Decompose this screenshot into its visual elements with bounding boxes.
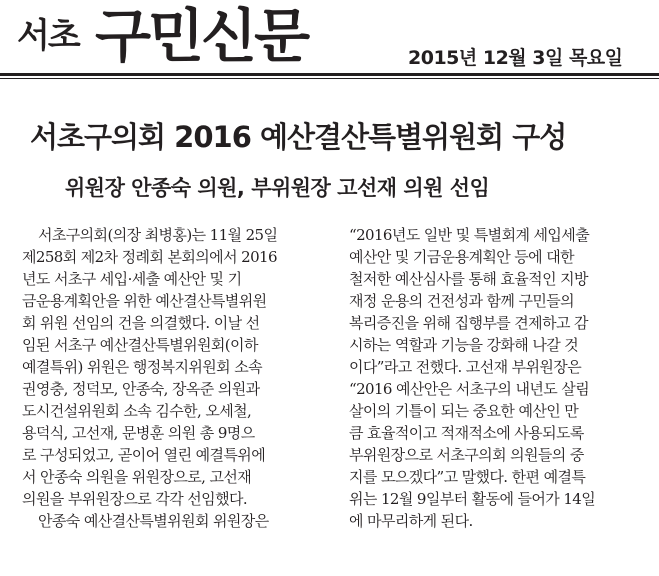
body-line: 제258회 제2차 정례회 본회의에서 2016 bbox=[22, 248, 277, 266]
body-line: 임된 서초구 예산결산특별위원회(이하 bbox=[22, 336, 258, 354]
body-line: 금운용계획안을 위한 예산결산특별위원 bbox=[22, 292, 267, 310]
body-line: 부위원장으로 서초구의회 의원들의 중 bbox=[349, 446, 584, 464]
article-column-right bbox=[349, 224, 634, 532]
article-headline: 서초구의회 2016 예산결산특별위원회 구성 bbox=[30, 120, 567, 154]
body-line: 예산안 및 기금운용계획안 등에 대한 bbox=[349, 248, 575, 266]
masthead-region: 서초 bbox=[17, 16, 79, 56]
body-line: 살이의 기틀이 되는 중요한 예산인 만 bbox=[349, 402, 579, 420]
body-line: 의원을 부위원장으로 각각 선임했다. bbox=[22, 490, 248, 508]
body-line: 서 안종숙 의원을 위원장으로, 고선재 bbox=[22, 468, 252, 486]
body-line: 용덕식, 고선재, 문병훈 의원 총 9명으 bbox=[22, 424, 255, 442]
body-line: “2016 예산안은 서초구의 내년도 살림 bbox=[349, 380, 590, 398]
body-line: 년도 서초구 세입·세출 예산안 및 기 bbox=[22, 270, 242, 288]
body-line: 이다”라고 전했다. 고선재 부위원장은 bbox=[349, 358, 582, 376]
body-line: 권영충, 정덕모, 안종숙, 장옥준 의원과 bbox=[22, 380, 260, 398]
issue-date: 2015년 12월 3일 목요일 bbox=[408, 47, 623, 69]
body-line: 예결특위) 위원은 행정복지위원회 소속 bbox=[22, 358, 262, 376]
body-line: 회 위원 선임의 건을 의결했다. 이날 선 bbox=[22, 314, 260, 332]
body-line: 철저한 예산심사를 통해 효율적인 지방 bbox=[349, 270, 588, 288]
body-line: 도시건설위원회 소속 김수한, 오세철, bbox=[22, 402, 252, 420]
article-subheadline: 위원장 안종숙 의원, 부위원장 고선재 의원 선임 bbox=[65, 176, 490, 200]
body-line: 로 구성되었고, 곧이어 열린 예결특위에 bbox=[22, 446, 266, 464]
body-line: 위는 12월 9일부터 활동에 들어가 14일 bbox=[349, 490, 596, 508]
masthead-title: 구민신문 bbox=[95, 2, 308, 70]
body-line: 지를 모으겠다”고 말했다. 한편 예결특 bbox=[349, 468, 586, 486]
masthead-rule-thin bbox=[0, 78, 659, 79]
body-line: “2016년도 일반 및 특별회계 세입세출 bbox=[349, 226, 590, 244]
body-line: 안종숙 예산결산특별위원회 위원장은 bbox=[38, 512, 269, 530]
body-line: 서초구의회(의장 최병홍)는 11월 25일 bbox=[38, 226, 278, 244]
body-line: 시하는 역할과 기능을 강화해 나갈 것 bbox=[349, 336, 579, 354]
body-line: 재정 운용의 건전성과 함께 구민들의 bbox=[349, 292, 575, 310]
body-line: 에 마무리하게 된다. bbox=[349, 512, 473, 530]
body-line: 큼 효율적이고 적재적소에 사용되도록 bbox=[349, 424, 584, 442]
article-column-left bbox=[22, 224, 307, 532]
body-line: 복리증진을 위해 집행부를 견제하고 감 bbox=[349, 314, 588, 332]
masthead-rule bbox=[0, 73, 659, 76]
masthead bbox=[0, 0, 659, 80]
